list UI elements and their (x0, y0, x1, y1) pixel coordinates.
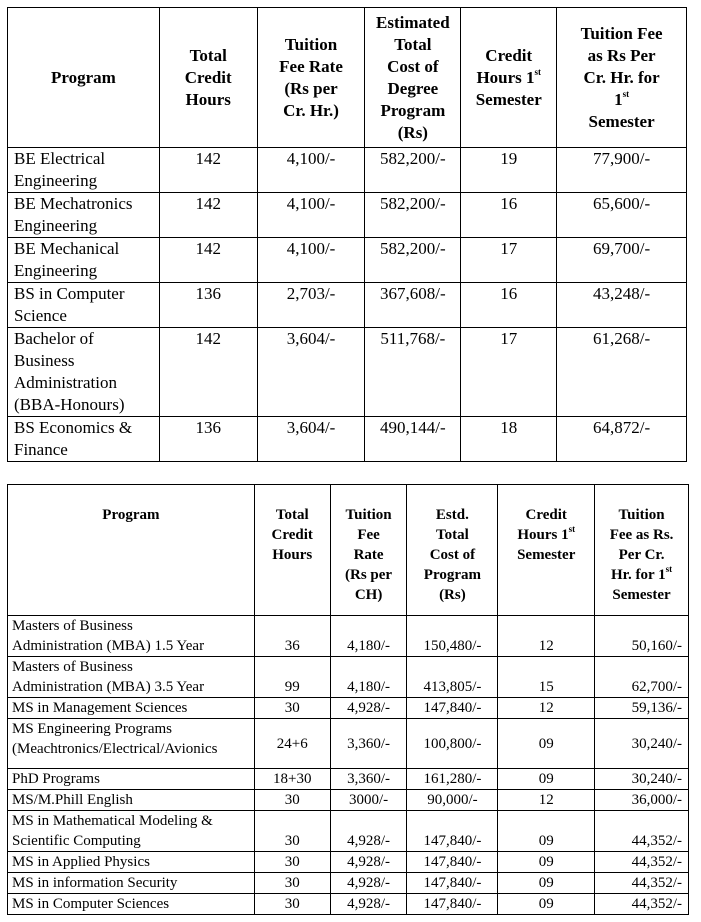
program-name: MS in Computer Sciences (8, 894, 255, 915)
estimated-cost: 147,840/- (407, 811, 498, 852)
table-row (8, 769, 689, 790)
table-row (8, 719, 689, 769)
credit-hours-first-semester: 09 (498, 894, 595, 915)
estimated-cost: 90,000/- (407, 790, 498, 811)
table-row (8, 790, 689, 811)
fee-first-semester: 50,160/- (595, 616, 689, 657)
fee-rate: 3000/- (330, 790, 407, 811)
estimated-cost: 147,840/- (407, 894, 498, 915)
program-name: Bachelor of Business Administration (BBA-Honours) (8, 328, 160, 417)
fee-rate: 4,100/- (257, 193, 365, 238)
total-credit-hours: 30 (254, 894, 330, 915)
fee-rate: 3,360/- (330, 769, 407, 790)
fee-first-semester: 30,240/- (595, 769, 689, 790)
fee-rate: 3,604/- (257, 328, 365, 417)
table-row (8, 657, 689, 698)
credit-hours-first-semester: 19 (461, 148, 557, 193)
fee-first-semester: 64,872/- (557, 417, 687, 462)
total-credit-hours: 136 (159, 283, 257, 328)
header-credit-hours-first-semester: Credit Hours 1st Semester (498, 485, 595, 616)
header-fee-first-semester: Tuition Fee as Rs Per Cr. Hr. for 1st Semester (557, 8, 687, 148)
fee-first-semester: 44,352/- (595, 811, 689, 852)
total-credit-hours: 30 (254, 873, 330, 894)
header-program: Program (8, 8, 160, 148)
fee-first-semester: 65,600/- (557, 193, 687, 238)
graduate-fee-table (7, 484, 689, 915)
program-name: MS Engineering Programs (Meachtronics/Electrical/Avionics (8, 719, 255, 769)
estimated-cost: 147,840/- (407, 698, 498, 719)
estimated-cost: 367,608/- (365, 283, 461, 328)
fee-rate: 3,360/- (330, 719, 407, 769)
estimated-cost: 147,840/- (407, 873, 498, 894)
credit-hours-first-semester: 15 (498, 657, 595, 698)
credit-hours-first-semester: 12 (498, 790, 595, 811)
credit-hours-first-semester: 17 (461, 238, 557, 283)
table-row (8, 698, 689, 719)
estimated-cost: 490,144/- (365, 417, 461, 462)
fee-rate: 4,180/- (330, 616, 407, 657)
fee-rate: 2,703/- (257, 283, 365, 328)
estimated-cost: 582,200/- (365, 238, 461, 283)
program-name: BE Electrical Engineering (8, 148, 160, 193)
header-total-credit-hours: Total Credit Hours (254, 485, 330, 616)
credit-hours-first-semester: 09 (498, 873, 595, 894)
total-credit-hours: 30 (254, 852, 330, 873)
program-name: Masters of Business Administration (MBA) 1.5 Year (8, 616, 255, 657)
credit-hours-first-semester: 16 (461, 283, 557, 328)
header-fee-rate: Tuition Fee Rate (Rs per Cr. Hr.) (257, 8, 365, 148)
header-fee-rate: Tuition Fee Rate (Rs per CH) (330, 485, 407, 616)
program-name: BS Economics & Finance (8, 417, 160, 462)
program-name: Masters of Business Administration (MBA) 3.5 Year (8, 657, 255, 698)
header-total-credit-hours: Total Credit Hours (159, 8, 257, 148)
fee-first-semester: 30,240/- (595, 719, 689, 769)
table-row (8, 894, 689, 915)
credit-hours-first-semester: 09 (498, 769, 595, 790)
estimated-cost: 161,280/- (407, 769, 498, 790)
program-name: MS in Management Sciences (8, 698, 255, 719)
total-credit-hours: 30 (254, 698, 330, 719)
total-credit-hours: 99 (254, 657, 330, 698)
estimated-cost: 413,805/- (407, 657, 498, 698)
table-row (8, 417, 687, 462)
table-row (8, 283, 687, 328)
program-name: MS/M.Phill English (8, 790, 255, 811)
fee-rate: 4,180/- (330, 657, 407, 698)
fee-first-semester: 77,900/- (557, 148, 687, 193)
estimated-cost: 582,200/- (365, 148, 461, 193)
credit-hours-first-semester: 09 (498, 811, 595, 852)
fee-rate: 4,100/- (257, 238, 365, 283)
fee-first-semester: 59,136/- (595, 698, 689, 719)
estimated-cost: 147,840/- (407, 852, 498, 873)
fee-first-semester: 69,700/- (557, 238, 687, 283)
header-program: Program (8, 485, 255, 616)
table-header-row (8, 485, 689, 616)
fee-rate: 4,100/- (257, 148, 365, 193)
fee-rate: 3,604/- (257, 417, 365, 462)
estimated-cost: 100,800/- (407, 719, 498, 769)
program-name: BE Mechanical Engineering (8, 238, 160, 283)
estimated-cost: 511,768/- (365, 328, 461, 417)
fee-rate: 4,928/- (330, 873, 407, 894)
fee-first-semester: 62,700/- (595, 657, 689, 698)
program-name: MS in Mathematical Modeling & Scientific Computing (8, 811, 255, 852)
total-credit-hours: 30 (254, 790, 330, 811)
header-credit-hours-first-semester: Credit Hours 1st Semester (461, 8, 557, 148)
fee-rate: 4,928/- (330, 852, 407, 873)
total-credit-hours: 142 (159, 238, 257, 283)
table-row (8, 193, 687, 238)
fee-first-semester: 44,352/- (595, 894, 689, 915)
fee-rate: 4,928/- (330, 698, 407, 719)
total-credit-hours: 18+30 (254, 769, 330, 790)
credit-hours-first-semester: 17 (461, 328, 557, 417)
program-name: MS in Applied Physics (8, 852, 255, 873)
credit-hours-first-semester: 12 (498, 698, 595, 719)
program-name: BS in Computer Science (8, 283, 160, 328)
total-credit-hours: 136 (159, 417, 257, 462)
fee-rate: 4,928/- (330, 894, 407, 915)
header-fee-first-semester: Tuition Fee as Rs. Per Cr. Hr. for 1st Semester (595, 485, 689, 616)
total-credit-hours: 24+6 (254, 719, 330, 769)
table-row (8, 811, 689, 852)
fee-first-semester: 43,248/- (557, 283, 687, 328)
fee-rate: 4,928/- (330, 811, 407, 852)
table-row (8, 328, 687, 417)
credit-hours-first-semester: 09 (498, 719, 595, 769)
table-row (8, 616, 689, 657)
fee-first-semester: 36,000/- (595, 790, 689, 811)
table-header-row (8, 8, 687, 148)
total-credit-hours: 142 (159, 328, 257, 417)
estimated-cost: 150,480/- (407, 616, 498, 657)
total-credit-hours: 30 (254, 811, 330, 852)
credit-hours-first-semester: 16 (461, 193, 557, 238)
program-name: BE Mechatronics Engineering (8, 193, 160, 238)
credit-hours-first-semester: 12 (498, 616, 595, 657)
credit-hours-first-semester: 09 (498, 852, 595, 873)
total-credit-hours: 36 (254, 616, 330, 657)
table-row (8, 873, 689, 894)
fee-first-semester: 44,352/- (595, 873, 689, 894)
estimated-cost: 582,200/- (365, 193, 461, 238)
total-credit-hours: 142 (159, 193, 257, 238)
credit-hours-first-semester: 18 (461, 417, 557, 462)
fee-first-semester: 44,352/- (595, 852, 689, 873)
table-row (8, 148, 687, 193)
program-name: MS in information Security (8, 873, 255, 894)
header-estimated-cost: Estd. Total Cost of Program (Rs) (407, 485, 498, 616)
program-name: PhD Programs (8, 769, 255, 790)
table-row (8, 852, 689, 873)
total-credit-hours: 142 (159, 148, 257, 193)
table-row (8, 238, 687, 283)
undergraduate-fee-table (7, 7, 687, 462)
header-estimated-cost: Estimated Total Cost of Degree Program (Rs) (365, 8, 461, 148)
fee-first-semester: 61,268/- (557, 328, 687, 417)
